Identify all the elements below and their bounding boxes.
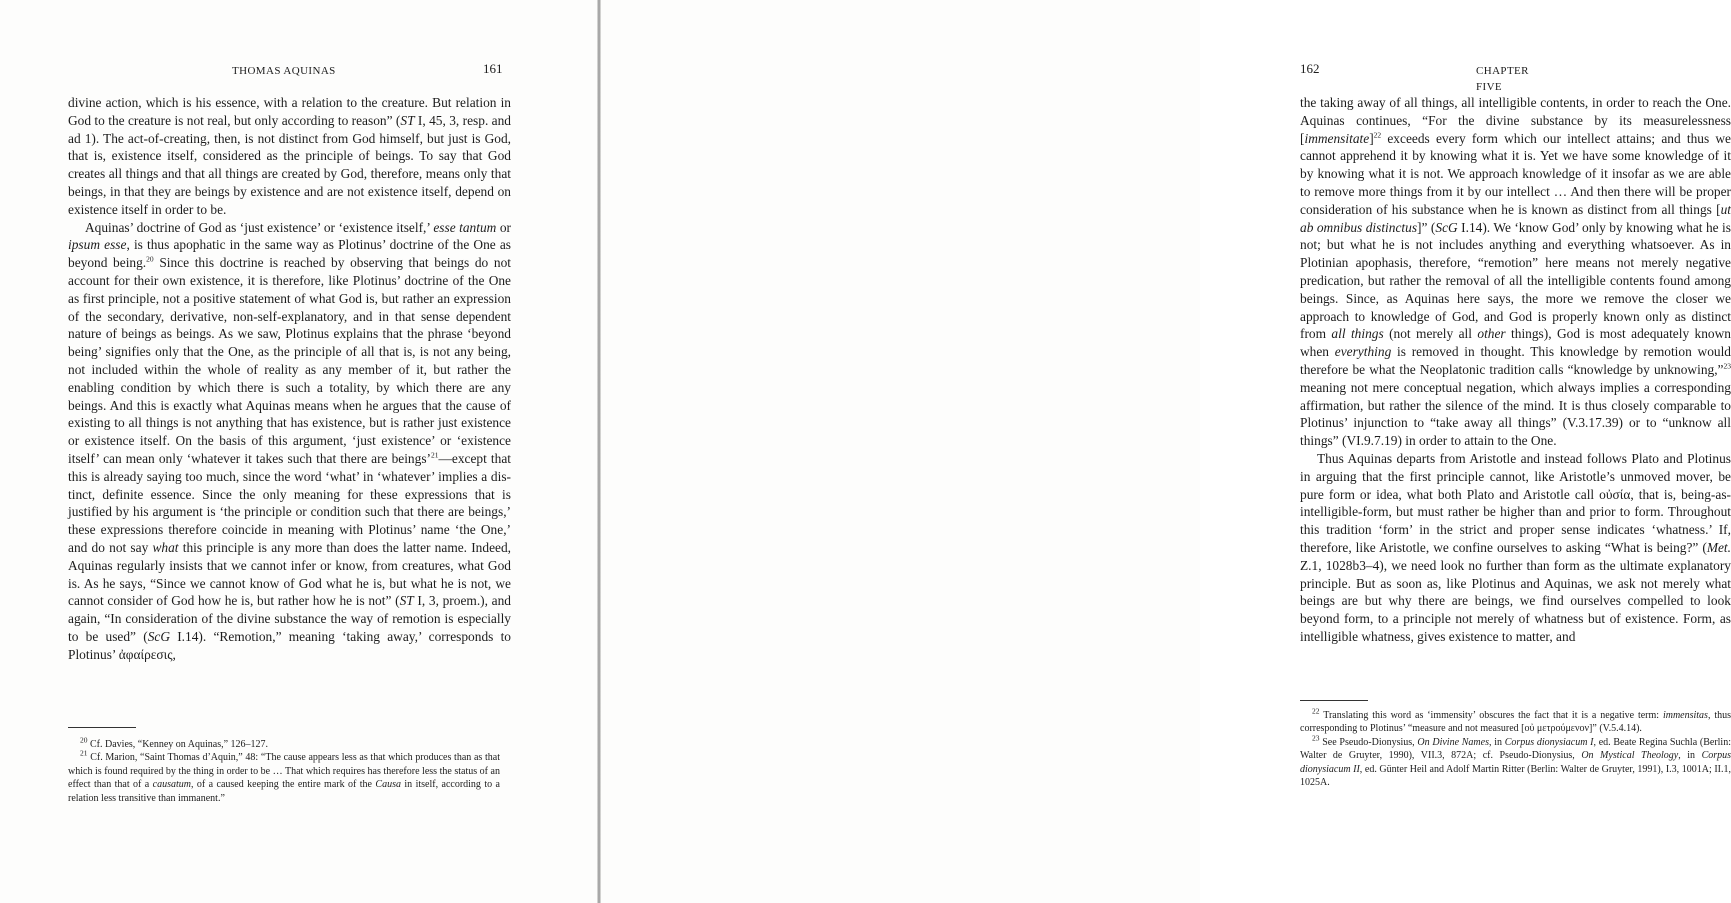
italic-text: Causa [375, 779, 401, 791]
text-run: Since this doctrine is reached by observing that beings do not account for their own existence, it is therefore, like Plotinus’ doctrine of the One as first principle, not a positive statement of what God is, but rather an expression of the secondary, derivative, non-self-explanatory, and in that sense dependent nature of beings as beings. As we saw, Plotinus explains that the phrase ‘beyond being’ signifies only that the One, as the principle of all that is, is not any being, not included within the whole of reality as any member of it, but rather the enabling condition by which there is such a totality, by which there are any beings. And this is exactly what Aquinas means when he argues that the cause of existing to all things is not anything that has existence, but is rather just existence or existence itself. On the basis of this argument, ‘just existence’ or ‘existence itself’ can mean only ‘whatever it takes such that there are beings’ [68, 255, 512, 466]
note-reference: 23 [1312, 733, 1320, 743]
italic-text: ST [399, 593, 414, 609]
italic-text: all things [1331, 326, 1384, 342]
footnote [1300, 706, 1731, 736]
text-run: things), God is most adequately known when [1300, 326, 1731, 360]
text-run: exceeds every form which our intellect attains; and thus we cannot apprehend it by knowing what it is. Yet we have some knowledge of it by knowing what it is not. We approach knowledge of it insofar as we are able to remove more things from it by our intellect … And then there will be proper consideration of his substance when he is known as distinct from all things [ [1300, 130, 1731, 217]
page-number: 161 [483, 61, 503, 76]
text-run: ] [1369, 130, 1374, 146]
text-run: , in [1488, 736, 1505, 748]
text-run: Cf. Davies, “Kenney on Aquinas,” 126–127. [87, 739, 269, 750]
text-run: the taking away of all things, all intelligible contents, in order to reach the One. Aquinas continues, “For the divine substance by its measurelessness [ [1300, 95, 1731, 146]
italic-text: ut ab omnibus distinctus [1300, 201, 1731, 235]
italic-text: immensitas [1662, 710, 1708, 721]
text-run: , ed. Beate Regina Suchla (Berlin: Walter de Gruyter, 1990), VII.3, 872A; cf. Pseudo-Dionysius, [1300, 736, 1731, 762]
footnotes [1300, 706, 1731, 789]
italic-text: ScG [1435, 219, 1458, 235]
italic-text: immensitate [1304, 130, 1370, 146]
italic-text: everything [1334, 344, 1392, 360]
note-reference: 21 [80, 749, 88, 759]
italic-text: Corpus dionysiacum I [1504, 736, 1594, 748]
text-run: in itself, according to a relation less transitive than immanent.” [68, 779, 500, 804]
italic-text: ipsum esse [68, 237, 127, 253]
text-run: , of a caused keeping the entire mark of the [191, 779, 376, 791]
paragraph [1300, 94, 1731, 450]
italic-text: other [1477, 326, 1506, 342]
italic-text: esse tantum [433, 219, 497, 235]
note-reference: 23 [1723, 361, 1731, 371]
italic-text: On Mystical Theology [1581, 750, 1679, 762]
italic-text: Met. [1706, 539, 1731, 555]
text-run: or [496, 219, 511, 235]
text-run: (not merely all [1383, 326, 1478, 342]
italic-text: ST [400, 112, 415, 128]
running-head: THOMAS AQUINAS [232, 65, 336, 77]
italic-text: Corpus dionysiacum II [1300, 750, 1731, 775]
text-run: Thus Aquinas departs from Aristotle and instead follows Plato and Plotinus in arguing that the first principle cannot, like Aristotle’s unmoved mover, be pure form or idea, what both Plato and Aristotle call οὐσία, that is, being-as-intelligible-form, but must rather be higher than and prior to form. Throughout this tradition ‘form’ in the strict and proper sense indicates ‘whatness.’ If, therefore, like Aristotle, we confine ourselves to asking “What is being?” ( [1300, 450, 1731, 555]
footnote-rule [68, 727, 136, 728]
text-run: Z.1, 1028b3–4), we need look no further than form as the ultimate explanatory principle. But as soon as, like Plotinus and Aquinas, we ask not merely what beings are but why there are beings, we find ourselves compelled to look beyond form, to a principle not merely of whatness but of existence. Form, as intelligible whatness, gives existence to matter, and [1300, 557, 1731, 644]
text-run: divine action, which is his essence, with a relation to the creature. But relation in God to the creature is not real, but only according to reason” ( [68, 95, 511, 128]
text-run: , thus corresponding to Plotinus’ “measure and not measured [οὐ μετρούμενον]” (V.5.4.14). [1300, 710, 1731, 735]
text-run: I.14). “Remotion,” meaning ‘taking away,’ corresponds to Plotinus’ ἀφαίρεσις, [68, 628, 511, 662]
text-run: I, 3, proem.), and again, “In consideration of the divine substance the way of remotion is especially to be used” ( [68, 593, 511, 644]
text-run: Aquinas’ doctrine of God as ‘just existence’ or ‘existence itself,’ [85, 219, 434, 235]
paragraph [68, 219, 511, 664]
page-number: 162 [1300, 61, 1320, 76]
paragraph [68, 94, 511, 219]
footnotes [68, 735, 500, 805]
paragraph [1300, 450, 1731, 646]
italic-text: causatum [152, 779, 191, 791]
text-run: is removed in thought. This knowledge by remotion would therefore be what the Neoplatonic tradition calls “knowledge by unknowing,” [1300, 344, 1731, 377]
italic-text: what [152, 539, 179, 555]
right-page [601, 0, 1731, 903]
note-reference: 20 [146, 254, 154, 264]
text-run: ]” ( [1417, 219, 1436, 235]
text-run: meaning not mere conceptual negation, which always implies a corresponding affirmation, but rather the silence of the mind. It is thus closely comparable to Plotinus’ injunction to “take away all things” (V.3.17.39) or to “unknow all things” (VI.9.7.19) in order to attain to the One. [1300, 379, 1731, 449]
text-run: , ed. Günter Heil and Adolf Martin Ritter (Berlin: Walter de Gruyter, 1991), I.3, 1001A; II.1, 1025A. [1300, 763, 1731, 789]
text-run: See Pseudo-Dionysius, [1319, 736, 1418, 748]
note-reference: 20 [80, 735, 88, 745]
italic-text: ScG [147, 628, 170, 644]
footnote [68, 735, 500, 751]
italic-text: On Divine Names [1417, 736, 1489, 748]
text-run: Cf. Marion, “Saint Thomas d’Aquin,” 48: “The cause appears less as that which produces than as that which is found required by the thing in order to be … That which requires has therefore less the status of an effect than that of a [68, 752, 500, 791]
text-run: , in [1678, 750, 1702, 762]
text-run: —except that this is already saying too much, since the word ‘what’ in ‘whatever’ implies a distinct, definite essence. Since the only meaning for these expressions that is justified by his argument is ‘the principle or condition such that there are beings,’ these expressions therefore coincide in meaning with Plotinus’ name ‘the One,’ and do not say [68, 450, 512, 555]
note-reference: 22 [1312, 706, 1320, 716]
text-run: Translating this word as ‘immensity’ obscures the fact that it is a negative term: [1319, 710, 1663, 721]
footnote [1300, 733, 1731, 790]
left-page [0, 0, 597, 903]
text-run: I, 45, 3, resp. and ad 1). The act-of-creating, then, is not distinct from God himself, but just is God, that is, existence itself, considered as the principle of beings. To say that God creates all things and that all things are created by God, therefore, means only that beings, in that they are beings by existence and are not existence itself, depend on existence itself in order to be. [68, 112, 512, 217]
note-reference: 22 [1373, 130, 1382, 140]
note-reference: 21 [431, 450, 439, 460]
body-text [68, 94, 511, 664]
footnote-rule [1300, 700, 1368, 701]
text-run: , is thus apophatic in the same way as Plotinus’ doctrine of the One as beyond being. [68, 237, 511, 271]
running-head: CHAPTER FIVE [1476, 65, 1529, 93]
body-text [1300, 94, 1731, 646]
text-run: this principle is any more than does the latter name. Indeed, Aquinas regularly insists that we cannot infer or know, from creatures, what God is. As he says, “Since we cannot know of God what he is, but what he is not, we cannot consider of God how he is, but rather how he is not” ( [68, 539, 512, 609]
text-run: I.14). We ‘know God’ only by knowing what he is not; but what he is not includes anything and everything whatsoever. As in Plotinian apophasis, therefore, “remotion” here means not merely negative predication, but rather the removal of all the intelligible contents found among beings. Since, as Aquinas here says, the more we remove the closer we approach to knowledge of God, and God is properly known only as distinct from [1300, 219, 1731, 342]
footnote [68, 751, 500, 805]
